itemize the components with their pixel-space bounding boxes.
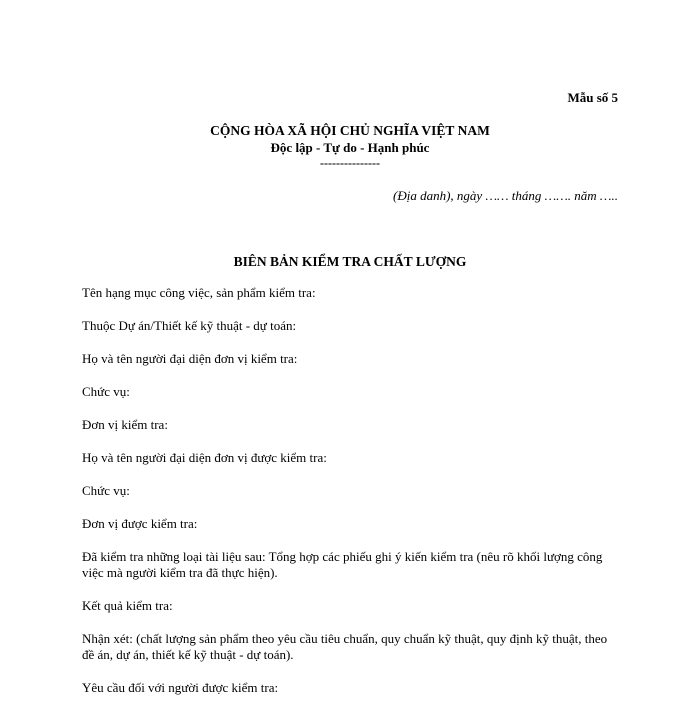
field-remarks: Nhận xét: (chất lượng sản phẩm theo yêu cầu tiêu chuẩn, quy chuẩn kỹ thuật, quy định kỹ thuật, theo đề án, dự án, thiết kế kỹ thuật - dự toán).: [82, 631, 608, 662]
field-inspecting-unit: Đơn vị kiểm tra:: [82, 417, 168, 432]
field-documents-checked: Đã kiểm tra những loại tài liệu sau: Tổng hợp các phiếu ghi ý kiến kiểm tra (nêu rõ khối lượng công việc mà người kiểm tra đã thực hiện).: [82, 549, 603, 580]
national-motto: Độc lập - Tự do - Hạnh phúc: [270, 140, 430, 155]
form-fields: [82, 285, 622, 713]
field-inspector-name: Họ và tên người đại diện đơn vị kiểm tra:: [82, 351, 298, 366]
form-code: Mẫu số 5: [567, 90, 618, 105]
field-item-name: Tên hạng mục công việc, sản phẩm kiểm tra:: [82, 285, 316, 300]
header-separator: ---------------: [320, 156, 380, 170]
field-inspected-rep-name: Họ và tên người đại diện đơn vị được kiểm tra:: [82, 450, 327, 465]
country-name: CỘNG HÒA XÃ HỘI CHỦ NGHĨA VIỆT NAM: [210, 123, 490, 138]
national-header: [0, 122, 700, 170]
field-requirements: Yêu cầu đối với người được kiểm tra:: [82, 680, 279, 695]
field-inspected-unit: Đơn vị được kiểm tra:: [82, 516, 198, 531]
place-date-line: (Địa danh), ngày …… tháng ……. năm …..: [393, 188, 618, 203]
field-results: Kết quả kiểm tra:: [82, 598, 173, 613]
field-project: Thuộc Dự án/Thiết kế kỹ thuật - dự toán:: [82, 318, 297, 333]
field-inspector-position: Chức vụ:: [82, 384, 130, 399]
field-inspected-rep-position: Chức vụ:: [82, 483, 130, 498]
document-title: BIÊN BẢN KIỂM TRA CHẤT LƯỢNG: [233, 254, 467, 269]
